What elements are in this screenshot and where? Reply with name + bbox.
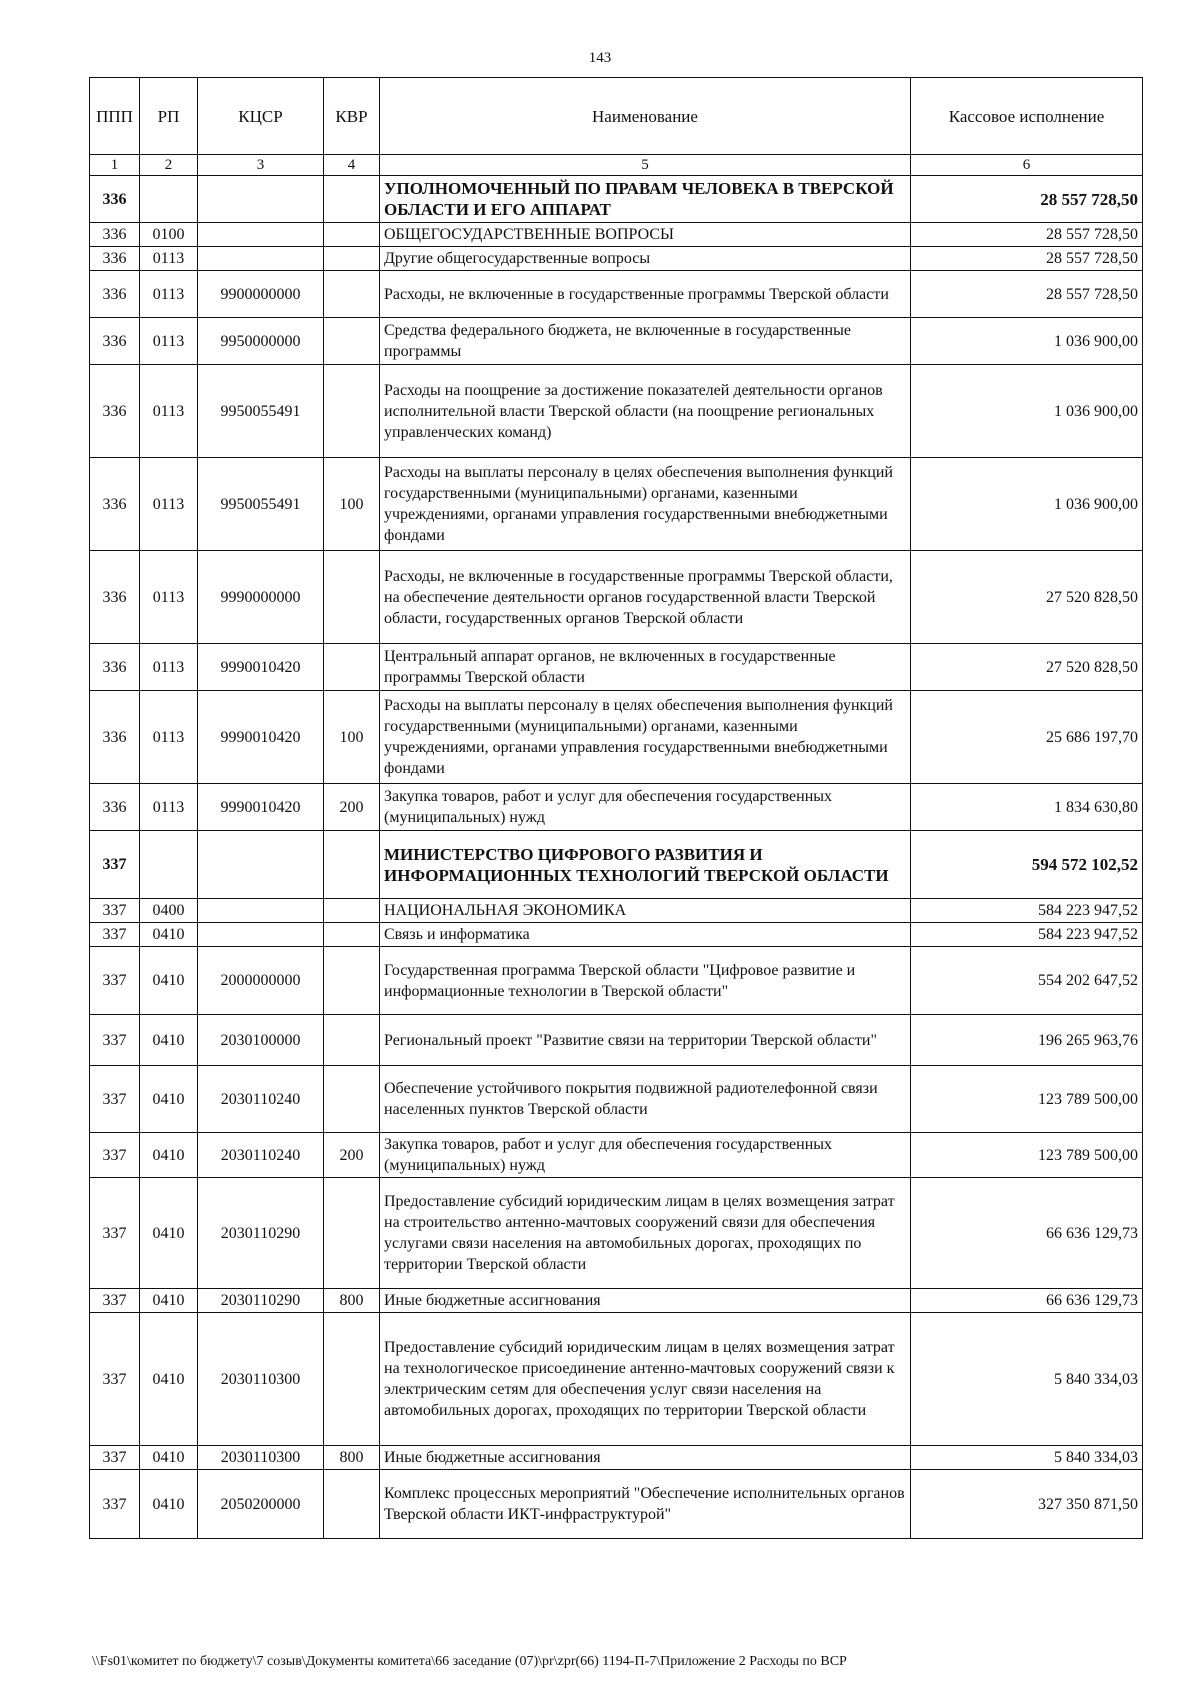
- cell-rp: 0410: [140, 947, 198, 1015]
- cell-amount: 25 686 197,70: [911, 691, 1143, 784]
- cell-name: Обеспечение устойчивого покрытия подвижной радиотелефонной связи населенных пунктов Тверской области: [380, 1066, 911, 1133]
- cell-amount: 27 520 828,50: [911, 551, 1143, 644]
- cell-kvr: [324, 551, 380, 644]
- table-row: [90, 318, 1143, 365]
- cell-kcsr: 2030110300: [198, 1446, 324, 1470]
- cell-kcsr: 9990000000: [198, 551, 324, 644]
- cell-kvr: 800: [324, 1446, 380, 1470]
- cell-ppp: 337: [90, 1133, 140, 1178]
- cell-amount: 1 036 900,00: [911, 318, 1143, 365]
- column-number: 1: [90, 155, 140, 176]
- cell-name: Расходы на выплаты персоналу в целях обеспечения выполнения функций государственными (муниципальными) органами, казенными учреждениями, органами управления государственными внебюджетными фондами: [380, 458, 911, 551]
- cell-kvr: [324, 365, 380, 458]
- cell-name: Расходы на выплаты персоналу в целях обеспечения выполнения функций государственными (муниципальными) органами, казенными учреждениями, органами управления государственными внебюджетными фондами: [380, 691, 911, 784]
- cell-name: Комплекс процессных мероприятий "Обеспечение исполнительных органов Тверской области ИКТ-инфраструктурой": [380, 1470, 911, 1539]
- cell-ppp: 337: [90, 947, 140, 1015]
- cell-ppp: 337: [90, 923, 140, 947]
- cell-amount: 28 557 728,50: [911, 223, 1143, 247]
- table-row: [90, 831, 1143, 899]
- cell-ppp: 337: [90, 1470, 140, 1539]
- cell-ppp: 337: [90, 831, 140, 899]
- cell-kvr: 800: [324, 1289, 380, 1313]
- cell-amount: 28 557 728,50: [911, 271, 1143, 318]
- cell-rp: 0410: [140, 1289, 198, 1313]
- cell-amount: 28 557 728,50: [911, 176, 1143, 223]
- cell-name: Предоставление субсидий юридическим лицам в целях возмещения затрат на строительство антенно-мачтовых сооружений связи для обеспечения услугами связи населения на автомобильных дорогах, проходящих по территории Тверской области: [380, 1178, 911, 1289]
- cell-ppp: 337: [90, 1015, 140, 1066]
- cell-ppp: 336: [90, 458, 140, 551]
- cell-rp: 0113: [140, 365, 198, 458]
- cell-name: Региональный проект "Развитие связи на территории Тверской области": [380, 1015, 911, 1066]
- cell-ppp: 336: [90, 223, 140, 247]
- cell-kcsr: 2030110240: [198, 1133, 324, 1178]
- cell-rp: 0410: [140, 1178, 198, 1289]
- cell-amount: 5 840 334,03: [911, 1313, 1143, 1446]
- table-row: [90, 1015, 1143, 1066]
- cell-kcsr: 2050200000: [198, 1470, 324, 1539]
- table-row: [90, 247, 1143, 271]
- cell-kvr: [324, 1470, 380, 1539]
- cell-name: Другие общегосударственные вопросы: [380, 247, 911, 271]
- table-row: [90, 271, 1143, 318]
- cell-kvr: [324, 899, 380, 923]
- cell-amount: 594 572 102,52: [911, 831, 1143, 899]
- cell-rp: 0400: [140, 899, 198, 923]
- cell-kcsr: 2030110240: [198, 1066, 324, 1133]
- table-row: [90, 551, 1143, 644]
- table-row: [90, 1066, 1143, 1133]
- cell-amount: 123 789 500,00: [911, 1066, 1143, 1133]
- cell-kvr: [324, 1313, 380, 1446]
- cell-ppp: 337: [90, 1066, 140, 1133]
- header-rp: РП: [140, 78, 198, 155]
- cell-kvr: [324, 1066, 380, 1133]
- column-number: 5: [380, 155, 911, 176]
- column-number-row: [90, 155, 1143, 176]
- cell-amount: 1 036 900,00: [911, 365, 1143, 458]
- cell-ppp: 337: [90, 1289, 140, 1313]
- cell-kvr: [324, 318, 380, 365]
- cell-kvr: [324, 923, 380, 947]
- cell-rp: 0410: [140, 1313, 198, 1446]
- cell-name: Государственная программа Тверской области "Цифровое развитие и информационные технологии в Тверской области": [380, 947, 911, 1015]
- cell-amount: 28 557 728,50: [911, 247, 1143, 271]
- cell-rp: 0410: [140, 1066, 198, 1133]
- cell-kcsr: [198, 923, 324, 947]
- cell-rp: 0410: [140, 1133, 198, 1178]
- table-row: [90, 176, 1143, 223]
- cell-name: Иные бюджетные ассигнования: [380, 1446, 911, 1470]
- table-row: [90, 365, 1143, 458]
- table-row: [90, 784, 1143, 831]
- cell-ppp: 336: [90, 176, 140, 223]
- cell-name: Расходы, не включенные в государственные программы Тверской области, на обеспечение деятельности органов государственной власти Тверской области, государственных органов Тверской области: [380, 551, 911, 644]
- cell-kcsr: 9990010420: [198, 691, 324, 784]
- cell-amount: 1 036 900,00: [911, 458, 1143, 551]
- cell-kvr: 200: [324, 1133, 380, 1178]
- cell-rp: [140, 831, 198, 899]
- header-name: Наименование: [380, 78, 911, 155]
- cell-name: НАЦИОНАЛЬНАЯ ЭКОНОМИКА: [380, 899, 911, 923]
- cell-kcsr: 2030110290: [198, 1178, 324, 1289]
- cell-kvr: 100: [324, 691, 380, 784]
- table-row: [90, 1289, 1143, 1313]
- column-number: 3: [198, 155, 324, 176]
- cell-ppp: 336: [90, 691, 140, 784]
- table-row: [90, 899, 1143, 923]
- cell-kcsr: 2000000000: [198, 947, 324, 1015]
- cell-amount: 196 265 963,76: [911, 1015, 1143, 1066]
- page-number: 143: [588, 50, 612, 66]
- cell-amount: 123 789 500,00: [911, 1133, 1143, 1178]
- cell-kcsr: [198, 223, 324, 247]
- cell-ppp: 336: [90, 644, 140, 691]
- cell-name: Средства федерального бюджета, не включенные в государственные программы: [380, 318, 911, 365]
- cell-rp: 0410: [140, 1446, 198, 1470]
- header-ppp: ППП: [90, 78, 140, 155]
- cell-kcsr: 2030100000: [198, 1015, 324, 1066]
- cell-name: Закупка товаров, работ и услуг для обеспечения государственных (муниципальных) нужд: [380, 1133, 911, 1178]
- cell-name: УПОЛНОМОЧЕННЫЙ ПО ПРАВАМ ЧЕЛОВЕКА В ТВЕРСКОЙ ОБЛАСТИ И ЕГО АППАРАТ: [380, 176, 911, 223]
- cell-ppp: 336: [90, 365, 140, 458]
- cell-rp: 0113: [140, 784, 198, 831]
- column-number: 2: [140, 155, 198, 176]
- table-header-row: [90, 78, 1143, 155]
- header-kcsr: КЦСР: [198, 78, 324, 155]
- cell-amount: 327 350 871,50: [911, 1470, 1143, 1539]
- cell-ppp: 337: [90, 899, 140, 923]
- cell-name: Предоставление субсидий юридическим лицам в целях возмещения затрат на технологическое присоединение антенно-мачтовых сооружений связи к электрическим сетям для обеспечения услуг связи населения на автомобильных дорогах, проходящих по территории Тверской области: [380, 1313, 911, 1446]
- cell-kcsr: 2030110300: [198, 1313, 324, 1446]
- cell-amount: 27 520 828,50: [911, 644, 1143, 691]
- cell-amount: 554 202 647,52: [911, 947, 1143, 1015]
- cell-kcsr: [198, 899, 324, 923]
- cell-name: Расходы, не включенные в государственные программы Тверской области: [380, 271, 911, 318]
- cell-kvr: [324, 644, 380, 691]
- header-kvr: КВР: [324, 78, 380, 155]
- table-row: [90, 1446, 1143, 1470]
- cell-rp: 0113: [140, 644, 198, 691]
- cell-kvr: [324, 271, 380, 318]
- cell-rp: 0410: [140, 923, 198, 947]
- cell-kcsr: [198, 176, 324, 223]
- table-row: [90, 1313, 1143, 1446]
- cell-name: Связь и информатика: [380, 923, 911, 947]
- column-number: 6: [911, 155, 1143, 176]
- budget-table: [89, 77, 1143, 1539]
- cell-kcsr: [198, 247, 324, 271]
- table-row: [90, 223, 1143, 247]
- cell-kcsr: 9950000000: [198, 318, 324, 365]
- header-amount: Кассовое исполнение: [911, 78, 1143, 155]
- cell-amount: 584 223 947,52: [911, 899, 1143, 923]
- table-row: [90, 1178, 1143, 1289]
- file-path-footer: \\Fs01\комитет по бюджету\7 созыв\Документы комитета\66 заседание (07)\pr\zpr(66) 1194-П-7\Приложение 2 Расходы по ВСР: [92, 1654, 847, 1669]
- cell-name: Центральный аппарат органов, не включенных в государственные программы Тверской области: [380, 644, 911, 691]
- cell-rp: 0113: [140, 551, 198, 644]
- cell-kvr: 100: [324, 458, 380, 551]
- cell-rp: 0410: [140, 1015, 198, 1066]
- table-row: [90, 923, 1143, 947]
- cell-rp: 0100: [140, 223, 198, 247]
- cell-amount: 1 834 630,80: [911, 784, 1143, 831]
- cell-rp: 0410: [140, 1470, 198, 1539]
- cell-kcsr: 2030110290: [198, 1289, 324, 1313]
- column-number: 4: [324, 155, 380, 176]
- cell-kcsr: 9950055491: [198, 365, 324, 458]
- cell-kvr: [324, 947, 380, 1015]
- cell-ppp: 337: [90, 1446, 140, 1470]
- table-row: [90, 1470, 1143, 1539]
- cell-name: МИНИСТЕРСТВО ЦИФРОВОГО РАЗВИТИЯ И ИНФОРМАЦИОННЫХ ТЕХНОЛОГИЙ ТВЕРСКОЙ ОБЛАСТИ: [380, 831, 911, 899]
- table-row: [90, 644, 1143, 691]
- cell-ppp: 336: [90, 271, 140, 318]
- cell-rp: 0113: [140, 271, 198, 318]
- cell-rp: 0113: [140, 318, 198, 365]
- cell-rp: [140, 176, 198, 223]
- cell-name: Закупка товаров, работ и услуг для обеспечения государственных (муниципальных) нужд: [380, 784, 911, 831]
- cell-kvr: 200: [324, 784, 380, 831]
- cell-ppp: 336: [90, 247, 140, 271]
- table-row: [90, 691, 1143, 784]
- cell-name: Иные бюджетные ассигнования: [380, 1289, 911, 1313]
- table-row: [90, 1133, 1143, 1178]
- cell-kvr: [324, 831, 380, 899]
- cell-kvr: [324, 1178, 380, 1289]
- cell-ppp: 336: [90, 551, 140, 644]
- cell-ppp: 336: [90, 318, 140, 365]
- cell-ppp: 337: [90, 1178, 140, 1289]
- table-row: [90, 947, 1143, 1015]
- cell-amount: 66 636 129,73: [911, 1178, 1143, 1289]
- cell-kcsr: 9990010420: [198, 784, 324, 831]
- cell-name: Расходы на поощрение за достижение показателей деятельности органов исполнительной власти Тверской области (на поощрение региональных управленческих команд): [380, 365, 911, 458]
- cell-kvr: [324, 176, 380, 223]
- cell-name: ОБЩЕГОСУДАРСТВЕННЫЕ ВОПРОСЫ: [380, 223, 911, 247]
- cell-ppp: 337: [90, 1313, 140, 1446]
- cell-amount: 584 223 947,52: [911, 923, 1143, 947]
- cell-rp: 0113: [140, 458, 198, 551]
- cell-rp: 0113: [140, 247, 198, 271]
- table-row: [90, 458, 1143, 551]
- cell-kvr: [324, 247, 380, 271]
- cell-kcsr: 9990010420: [198, 644, 324, 691]
- cell-kcsr: 9950055491: [198, 458, 324, 551]
- cell-kcsr: 9900000000: [198, 271, 324, 318]
- cell-kvr: [324, 223, 380, 247]
- cell-rp: 0113: [140, 691, 198, 784]
- cell-amount: 5 840 334,03: [911, 1446, 1143, 1470]
- cell-amount: 66 636 129,73: [911, 1289, 1143, 1313]
- cell-kcsr: [198, 831, 324, 899]
- cell-ppp: 336: [90, 784, 140, 831]
- cell-kvr: [324, 1015, 380, 1066]
